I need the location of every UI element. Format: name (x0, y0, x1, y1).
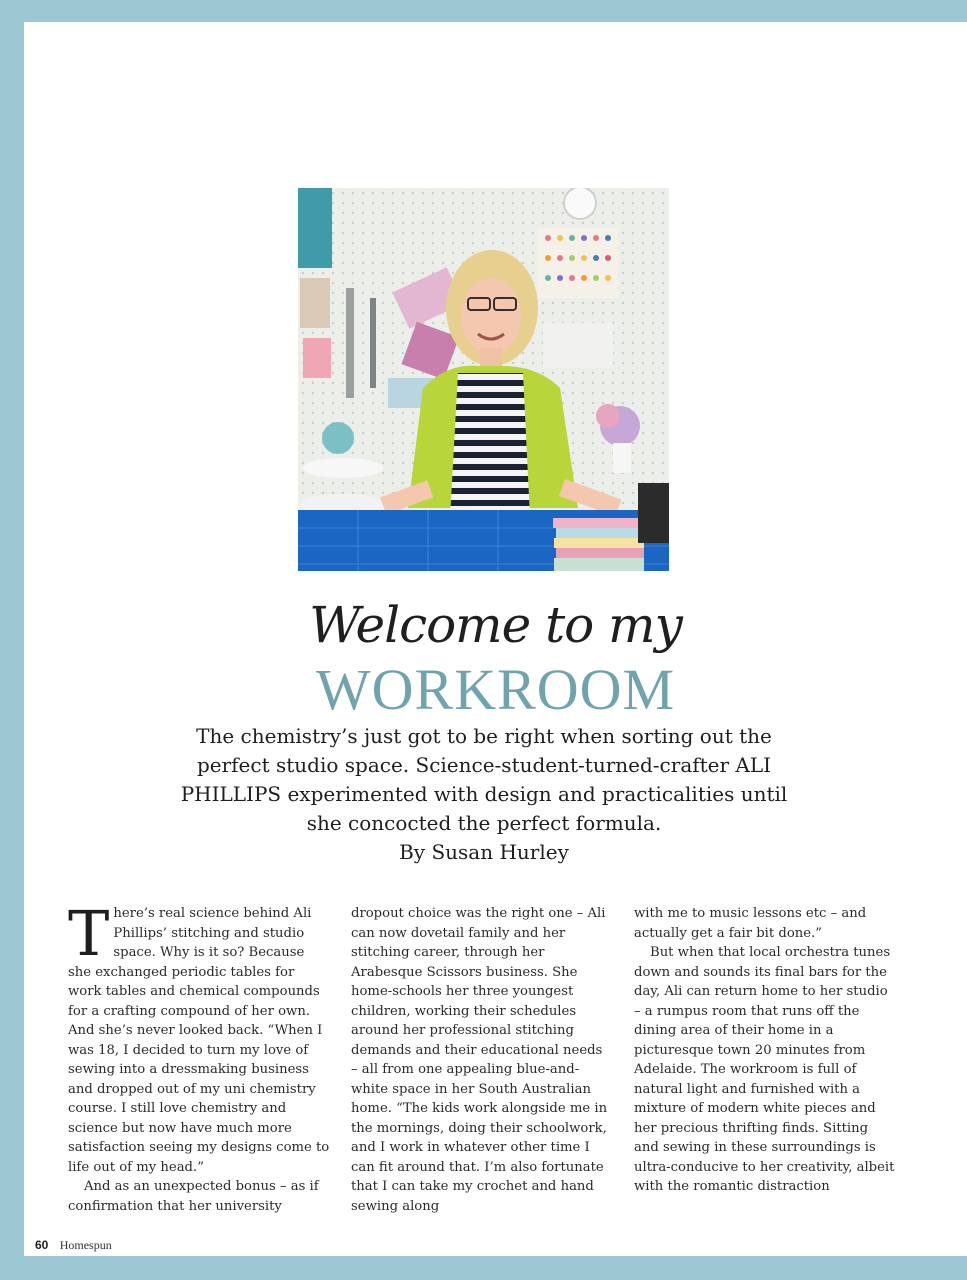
standfirst (164, 722, 804, 867)
paragraph: But when that local orchestra tunes down and sounds its final bars for the day, Ali can return home to her studio – a rumpus room that runs off the dining area of their home in a picturesque town 20 minutes from Adelaide. The workroom is full of natural light and furnished with a mixture of modern white pieces and her precious thrifting finds. Sitting and sewing in these surroundings is ultra-conducive to her creativity, albeit with the romantic distraction (634, 945, 895, 1194)
paragraph-text: here’s real science behind Ali Phillips’ stitching and studio space. Why is it so? Because she exchanged periodic tables for work tables and chemical compounds for a crafting compound of her own. And she’s never looked back. “When I was 18, I decided to turn my love of sewing into a dressmaking business and dropped out of my uni chemistry course. I still love chemistry and science but now have much more satisfaction seeing my designs come to life out of my head.” (68, 906, 330, 1175)
page-number: 60 (35, 1238, 49, 1252)
magazine-name: Homespun (59, 1238, 112, 1252)
heading-script: Welcome to my (309, 596, 682, 654)
body-column-1 (68, 897, 330, 1216)
standfirst-text: The chemistry’s just got to be right when sorting out the perfect studio space. Science-student-turned-crafter ALI PHILLIPS experimented with design and practicalities until she concocted the perfect formula. (180, 724, 788, 835)
folio (35, 1238, 112, 1253)
drop-cap: T (68, 897, 110, 970)
magazine-page (24, 22, 967, 1256)
body-column-2 (351, 904, 613, 1216)
workroom-photo (298, 188, 669, 571)
paragraph: with me to music lessons etc – and actually get a fair bit done.” (634, 906, 867, 941)
paragraph (68, 897, 330, 1177)
paragraph: And as an unexpected bonus – as if confirmation that her university (68, 1179, 319, 1214)
byline: By Susan Hurley (399, 840, 569, 864)
body-column-3 (634, 904, 896, 1197)
paragraph: dropout choice was the right one – Ali can now dovetail family and her stitching career, through her Arabesque Scissors business. She home-schools her three youngest children, working their schedules around her professional stitching demands and their educational needs – all from one appealing blue-and-white space in her South Australian home. “The kids work alongside me in the mornings, doing their schoolwork, and I work in whatever other time I can fit around that. I’m also fortunate that I can take my crochet and hand sewing along (351, 906, 608, 1214)
heading-main: WORKROOM (315, 657, 676, 722)
